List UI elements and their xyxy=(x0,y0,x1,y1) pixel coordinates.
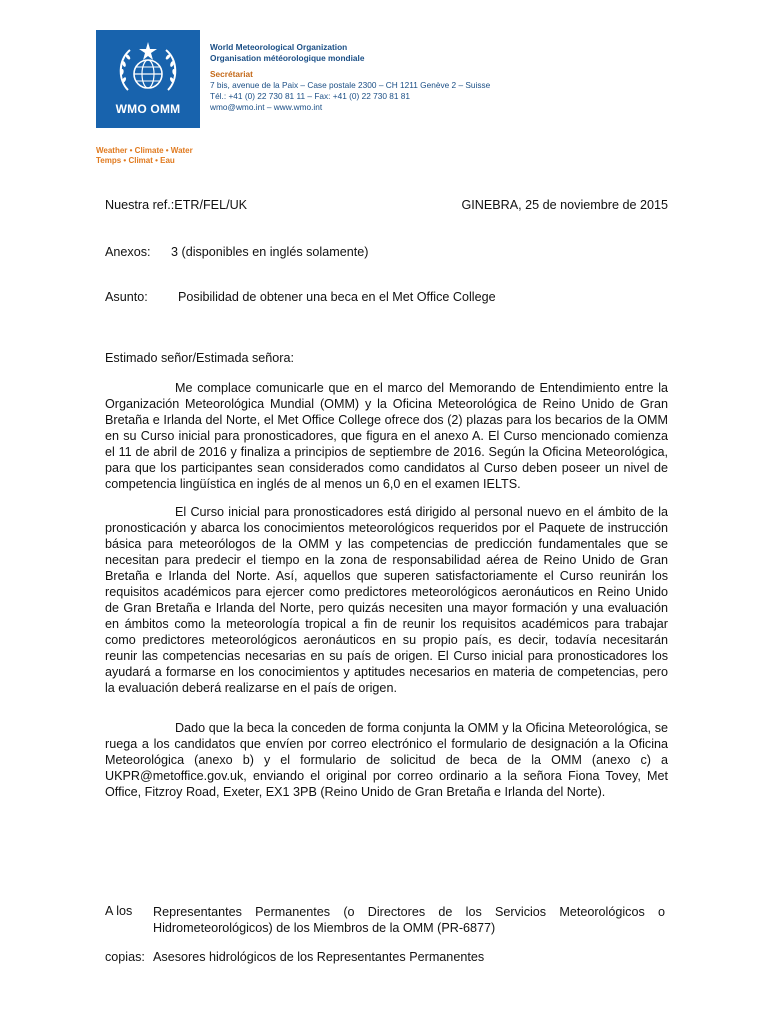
paragraph-3-text: Dado que la beca la conceden de forma conjunta la OMM y la Oficina Meteorológica, se ruega a los candidatos que envíen por correo electrónico el formulario de designación a la Oficina Meteorológica (anexo b) y el formulario de solicitud de beca de la OMM (anexo c) a UKPR@metoffice.gov.uk, enviando el original por correo ordinario a la señora Fiona Tovey, Met Office, Fitzroy Road, Exeter, EX1 3PB (Reino Unido de Gran Bretaña e Irlanda del Norte). xyxy=(105,721,668,799)
subject-label: Asunto: xyxy=(105,290,148,304)
reference: Nuestra ref.:ETR/FEL/UK xyxy=(105,198,248,212)
recipients-label: A los xyxy=(105,904,133,918)
annexes-value: 3 (disponibles en inglés solamente) xyxy=(171,245,369,259)
copies-label: copias: xyxy=(105,950,145,964)
wmo-logo xyxy=(96,30,200,128)
tagline-line-2: Temps • Climat • Eau xyxy=(96,156,175,165)
recipients-value: Representantes Permanentes (o Directores de los Servicios Meteorológicos o Hidrometeorológicos) de los Miembros de la OMM (PR-6877) xyxy=(153,905,665,935)
paragraph-1 xyxy=(105,380,668,492)
paragraph-2 xyxy=(105,504,668,696)
wmo-emblem-icon xyxy=(114,40,182,100)
tagline-line-1: Weather • Climate • Water xyxy=(96,146,193,155)
place-date: GINEBRA, 25 de noviembre de 2015 xyxy=(461,198,668,212)
paragraph-3 xyxy=(105,720,668,800)
annexes-label: Anexos: xyxy=(105,245,151,259)
paragraph-1-text: Me complace comunicarle que en el marco del Memorando de Entendimiento entre la Organización Meteorológica Mundial (OMM) y la Oficina Meteorológica de Reino Unido de Gran Bretaña e Irlanda del Norte, el Met Office College ofrece dos (2) plazas para los becarios de la OMM en su Curso inicial para pronosticadores, que figura en el anexo A. El Curso mencionado comienza el 11 de abril de 2016 y finaliza a principios de septiembre de 2016. Según la Oficina Meteorológica, para que los participantes sean considerados como candidatos al Curso deben poseer un nivel de competencia lingüística en inglés de al menos un 6,0 en el examen IELTS. xyxy=(105,381,668,491)
org-name-en: World Meteorological Organization xyxy=(210,42,348,52)
address-line: 7 bis, avenue de la Paix – Case postale 2300 – CH 1211 Genève 2 – Suisse xyxy=(210,80,491,90)
org-name-fr: Organisation météorologique mondiale xyxy=(210,53,365,63)
contact-line: wmo@wmo.int – www.wmo.int xyxy=(210,102,323,112)
phone-fax-line: Tél.: +41 (0) 22 730 81 11 – Fax: +41 (0) 22 730 81 81 xyxy=(210,91,411,101)
salutation: Estimado señor/Estimada señora: xyxy=(105,351,294,365)
secretariat-label: Secrétariat xyxy=(210,69,253,79)
subject-value: Posibilidad de obtener una beca en el Met Office College xyxy=(178,290,496,304)
logo-text: WMO OMM xyxy=(115,102,181,116)
copies-value: Asesores hidrológicos de los Representantes Permanentes xyxy=(153,950,485,964)
paragraph-2-text: El Curso inicial para pronosticadores está dirigido al personal nuevo en el ámbito de la pronosticación y abarca los conocimientos meteorológicos requeridos por el Paquete de instrucción básica para meteorólogos de la OMM y las competencias de predicción fundamentales que se necesitan para predecir el tiempo en la zona de responsabilidad aérea de Reino Unido de Gran Bretaña e Irlanda del Norte. Así, aquellos que superen satisfactoriamente el Curso reunirán los requisitos académicos para ejercer como predictores meteorológicos aeronáuticos en Reino Unido de Gran Bretaña e Irlanda del Norte, pero quizás necesiten una mayor formación y una evaluación en ámbitos como la meteorología tropical a fin de reunir los requisitos académicos para trabajar como predictores meteorológicos aeronáuticos en su propio país, es decir, todavía necesitarán reunir las competencias necesarias en su país de origen. El Curso inicial para pronosticadores los ayudará a formarse en los conocimientos y aptitudes necesarios en materia de competencias, pero la evaluación deberá realizarse en el país de origen. xyxy=(105,505,668,695)
letterhead-address-block xyxy=(210,42,490,113)
